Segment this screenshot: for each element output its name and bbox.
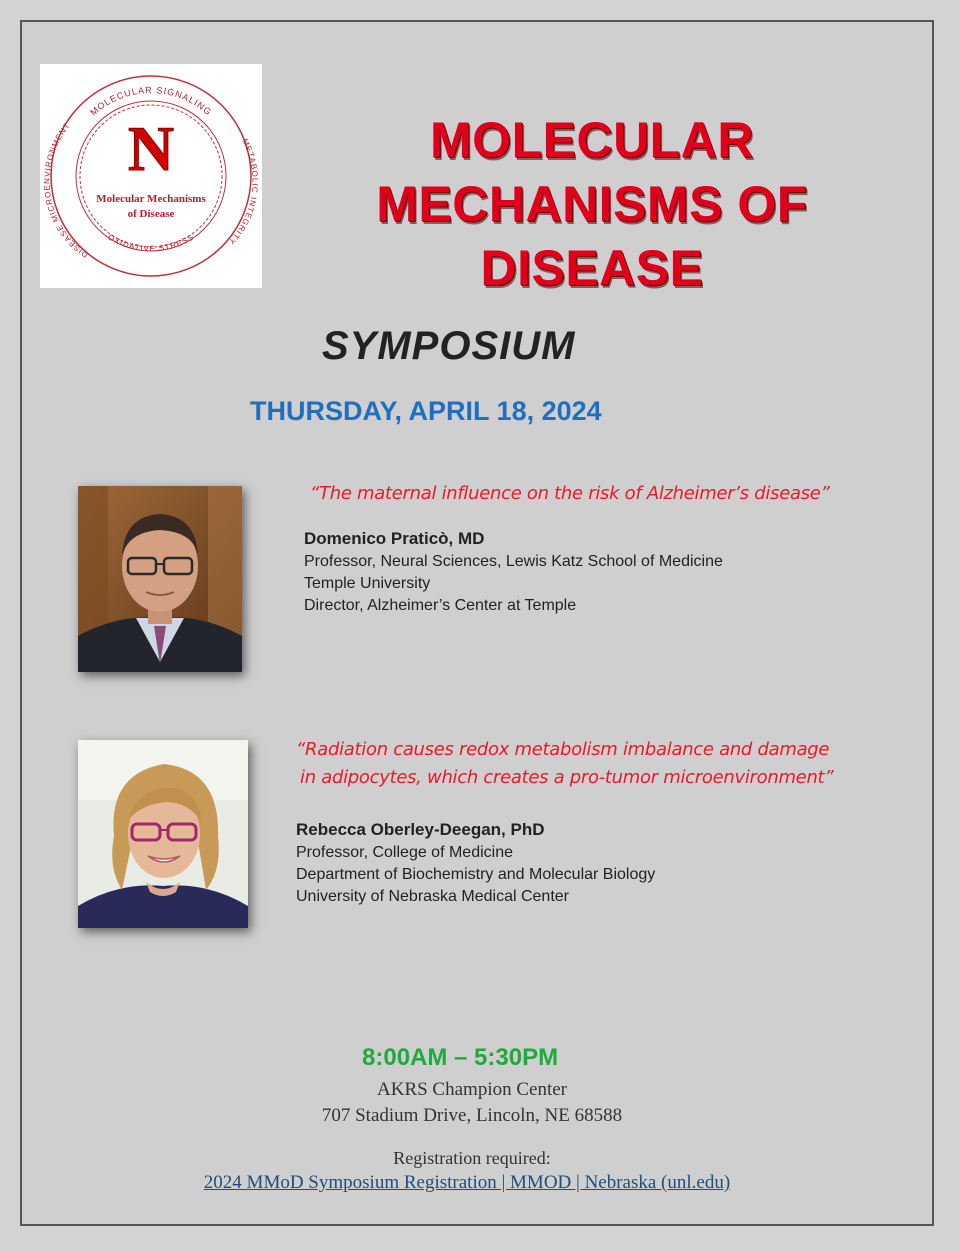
logo-seal-icon	[40, 64, 262, 288]
ring-text-bottom: OXIDATIVE STRESS	[106, 232, 196, 254]
ring-text-right: METABOLIC INTEGRITY	[226, 137, 260, 247]
speaker-name-1: Domenico Praticò, MD	[304, 529, 485, 548]
speaker-photo-pratico	[78, 486, 242, 672]
speaker-name-2: Rebecca Oberley-Deegan, PhD	[296, 820, 545, 839]
speaker-2-line-3: University of Nebraska Medical Center	[296, 888, 569, 905]
event-date: THURSDAY, APRIL 18, 2024	[250, 396, 602, 426]
ring-text-top: MOLECULAR SIGNALING	[88, 84, 214, 118]
speaker-info-1	[304, 527, 723, 617]
logo-text-line2: of Disease	[127, 208, 175, 220]
speaker-1-line-1: Professor, Neural Sciences, Lewis Katz School of Medicine	[304, 553, 723, 570]
talk-title-1: “The maternal influence on the risk of Alzheimer’s disease”	[310, 483, 830, 504]
svg-text:DISEASE MICROENVIRONMENT	[42, 121, 89, 260]
speaker-info-2	[296, 818, 655, 908]
talk-title-2-line-2: in adipocytes, which creates a pro-tumor microenvironment”	[300, 767, 834, 788]
svg-text:OXIDATIVE STRESS	[106, 232, 196, 253]
symposium-subtitle: SYMPOSIUM	[322, 324, 576, 368]
speaker-1-line-2: Temple University	[304, 575, 431, 592]
nebraska-n-icon: N	[127, 113, 175, 184]
svg-text:METABOLIC INTEGRITY	[226, 137, 259, 246]
flyer-page	[20, 20, 934, 1226]
talk-title-2	[296, 736, 833, 792]
speaker-2-line-2: Department of Biochemistry and Molecular Biology	[296, 866, 656, 883]
ring-text-left: DISEASE MICROENVIRONMENT	[42, 120, 90, 260]
speaker-1-line-3: Director, Alzheimer’s Center at Temple	[304, 597, 577, 614]
event-venue-block	[272, 1077, 672, 1129]
venue-name: AKRS Champion Center	[377, 1079, 567, 1100]
mmod-logo	[40, 64, 262, 288]
talk-title-2-line-1: “Radiation causes redox metabolism imbalance and damage	[296, 739, 830, 760]
speaker-photo-oberley-deegan	[78, 740, 248, 928]
portrait-woman-icon	[78, 740, 248, 928]
speaker-2-line-1: Professor, College of Medicine	[296, 844, 513, 861]
page-title	[322, 108, 862, 300]
registration-link[interactable]: 2024 MMoD Symposium Registration | MMOD | Nebraska (unl.edu)	[203, 1172, 731, 1193]
logo-text-line1: Molecular Mechanisms	[96, 193, 206, 205]
title-line-1: MOLECULAR	[430, 112, 754, 168]
portrait-man-icon	[78, 486, 242, 672]
registration-label: Registration required:	[393, 1148, 551, 1168]
venue-address: 707 Stadium Drive, Lincoln, NE 68588	[321, 1105, 623, 1126]
event-time: 8:00AM – 5:30PM	[362, 1044, 559, 1071]
title-line-3: DISEASE	[480, 240, 704, 296]
title-line-2: MECHANISMS OF	[376, 176, 808, 232]
